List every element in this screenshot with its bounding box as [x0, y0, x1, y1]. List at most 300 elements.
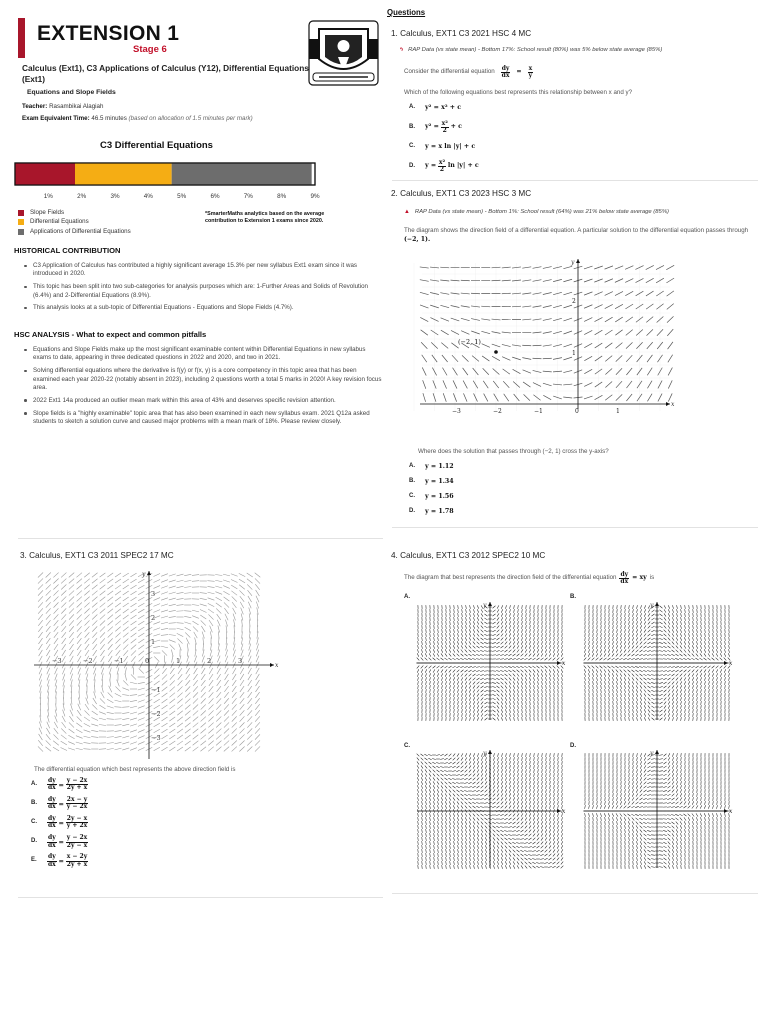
slope-segment [625, 304, 633, 309]
slope-segment [92, 638, 97, 644]
slope-segment [153, 628, 160, 630]
warning-icon: ▲ [404, 209, 410, 215]
slope-segment [169, 586, 176, 588]
q4-option-a-label[interactable]: A. [404, 594, 410, 600]
slope-segment [76, 742, 83, 744]
slope-segment [242, 619, 243, 626]
slope-segment [553, 384, 562, 385]
slope-segment [38, 602, 43, 607]
slope-segment [161, 646, 168, 648]
slope-segment [256, 674, 260, 680]
q3-option-d[interactable]: D. $\frac{dy}{dx}$ = $\frac{y - 2x}{2y - x}$ [31, 834, 88, 849]
q4-panel-b-field[interactable] [582, 600, 732, 722]
slope-segment [440, 305, 449, 307]
tick-label: 1 [572, 350, 576, 357]
slope-segment [54, 644, 58, 650]
q1-option-b[interactable]: B. y² = $\frac{\text{x²}}{2}$ + c [409, 119, 462, 134]
slope-segment [233, 644, 235, 651]
slope-segment [176, 586, 183, 588]
slope-segment [100, 626, 105, 631]
slope-segment [584, 396, 593, 399]
questions-label: Questions [387, 8, 426, 17]
slope-segment [233, 650, 235, 657]
slope-segment [108, 644, 113, 649]
slope-segment [131, 621, 137, 625]
slope-segment [130, 700, 137, 701]
slope-segment [107, 573, 113, 577]
slope-segment [483, 381, 488, 388]
slope-segment [224, 704, 229, 709]
slope-segment [130, 597, 136, 601]
slope-segment [239, 573, 245, 576]
slope-segment [169, 717, 175, 721]
q4-panel-d-field[interactable] [582, 748, 732, 870]
slope-segment [646, 317, 653, 323]
slope-segment [207, 586, 214, 587]
q2-options [409, 461, 454, 521]
slope-segment [61, 608, 66, 613]
x-axis-letter: x [562, 808, 566, 815]
slope-segment [172, 655, 173, 662]
slope-segment [131, 633, 137, 637]
slope-segment [647, 368, 652, 376]
slope-segment [225, 656, 228, 663]
slope-segment [107, 591, 113, 595]
slope-segment [170, 644, 175, 649]
slope-segment [47, 722, 50, 729]
slope-segment [123, 591, 129, 595]
list-item: Equations and Slope Fields make up the most significant examinable content within Differential Equations in new syllabus exams to date, appearing in three dedicated questions in 2022 and 2020, and two in 2021. [20, 346, 385, 363]
slope-segment [122, 742, 129, 744]
tick-label: −1 [114, 657, 124, 665]
slope-segment [255, 728, 260, 733]
legend-label: Differential Equations [30, 218, 89, 226]
slope-segment [248, 668, 251, 674]
slope-segment [239, 728, 244, 733]
slope-segment [138, 639, 144, 643]
slope-segment [161, 592, 168, 594]
slope-segment [100, 632, 105, 637]
slope-segment [39, 650, 43, 656]
q1-stem: Consider the differential equation $\frac{dy}{dx}$ = $\frac{x}{y}$ [404, 65, 533, 80]
slope-segment [138, 597, 144, 601]
q1-stem-text: Consider the differential equation [404, 68, 495, 76]
slope-segment [422, 367, 426, 375]
slope-segment [216, 710, 221, 715]
slope-segment [563, 357, 572, 360]
slope-segment [185, 729, 191, 733]
list-item: Slope fields is a "highly examinable" topic area that has also been examined in each new syllabus exam. 2021 Q12a asked students to sketch a solution curve and caused major problems with a mean mark of 18%. Please review closely. [20, 410, 385, 427]
slope-segment [209, 620, 213, 626]
slope-segment [192, 604, 199, 605]
slope-segment [92, 597, 97, 602]
q4-stem: The diagram that best represents the direction field of the differential equation $\frac{dy}{dx}$ = xy is [404, 571, 655, 586]
slope-segment [210, 650, 212, 657]
slope-segment [69, 626, 74, 631]
q3-option-c[interactable]: C. $\frac{dy}{dx}$ = $\frac{2y - x}{y + 2x}$ [31, 815, 88, 830]
slope-segment [185, 680, 190, 685]
legend-swatch [18, 219, 24, 225]
slope-segment [162, 687, 168, 691]
slope-segment [215, 586, 222, 588]
slope-segment [584, 318, 592, 322]
slope-segment [122, 736, 129, 738]
slope-segment [61, 573, 66, 578]
slope-segment [208, 603, 214, 606]
slope-segment [193, 674, 197, 680]
slope-segment [193, 741, 199, 745]
slope-segment [208, 747, 214, 752]
divider [18, 538, 383, 539]
slope-segment [239, 734, 244, 739]
q4-panel-a-field[interactable] [415, 600, 565, 722]
q1-options [409, 102, 479, 180]
slope-segment [256, 596, 259, 603]
q4-option-d-label[interactable]: D. [570, 743, 576, 749]
slope-segment [231, 574, 238, 576]
q4-title: 4. Calculus, EXT1 C3 2012 SPEC2 10 MC [391, 551, 546, 560]
slope-segment [461, 331, 469, 335]
slope-segment [61, 579, 66, 584]
slope-segment [92, 711, 98, 715]
slope-segment [131, 674, 136, 679]
slope-segment [232, 747, 237, 752]
slope-segment [162, 693, 168, 697]
slope-segment [83, 742, 90, 743]
slope-segment [200, 604, 207, 606]
exam-time-value: 46.5 minutes [91, 115, 127, 122]
slope-segment [161, 616, 168, 618]
slope-segment [169, 741, 175, 745]
slope-segment [154, 681, 160, 685]
slope-segment [430, 267, 439, 268]
slope-segment [605, 304, 613, 308]
slope-segment [185, 717, 191, 722]
q1-title: 1. Calculus, EXT1 C3 2021 HSC 4 MC [391, 29, 532, 38]
slope-segment [647, 394, 652, 402]
slope-segment [62, 722, 66, 728]
slope-segment [185, 735, 191, 739]
q2-stem: The diagram shows the direction field of a differential equation. A particular solution to the differential equation passes through (−2, 1). [404, 227, 749, 243]
slope-segment [115, 627, 120, 632]
slope-segment [481, 319, 490, 320]
q3-option-b[interactable]: B. $\frac{dy}{dx}$ = $\frac{2x - y}{y - 2x}$ [31, 796, 88, 811]
slope-segment [130, 682, 137, 684]
slope-segment [138, 706, 145, 709]
q1-rap [400, 47, 662, 55]
slope-segment [54, 620, 59, 626]
q3-stem: The differential equation which best represents the above direction field is [34, 766, 236, 773]
slope-segment [605, 330, 613, 335]
slope-segment [54, 632, 58, 638]
slope-segment [185, 632, 190, 637]
slope-segment [177, 747, 183, 751]
slope-segment [130, 591, 136, 595]
q1-option-a[interactable]: A. y² = x² + c [409, 103, 462, 111]
slope-segment [154, 723, 160, 727]
slope-segment [55, 716, 58, 723]
slope-segment [84, 717, 90, 721]
slope-segment [177, 580, 184, 582]
slope-segment [154, 705, 160, 709]
slope-segment [61, 602, 66, 607]
slope-segment [77, 579, 82, 584]
slope-segment [63, 710, 65, 717]
slope-segment [77, 614, 82, 619]
slope-segment [248, 680, 252, 686]
slope-segment [115, 573, 121, 577]
slope-segment [62, 632, 66, 638]
q2-option-a[interactable]: A. y = 1.12 [409, 462, 454, 470]
slope-segment [76, 729, 82, 732]
slope-segment [533, 358, 542, 359]
slope-segment [162, 705, 168, 709]
slope-segment [193, 686, 198, 691]
point-label: (−2, 1) [458, 338, 481, 346]
slope-segment [248, 590, 252, 596]
historical-list [20, 262, 385, 317]
slope-segment [563, 279, 572, 281]
exam-time-note: (based on allocation of 1.5 minutes per mark) [128, 115, 253, 122]
slope-segment [176, 598, 183, 599]
slope-segment [543, 280, 552, 282]
slope-segment [543, 267, 552, 269]
slope-segment [184, 586, 191, 587]
slope-segment [192, 621, 198, 625]
slope-segment [91, 724, 98, 726]
slope-segment [92, 615, 97, 620]
slope-segment [153, 622, 160, 625]
tick-label: 8% [277, 193, 287, 200]
slope-segment [563, 384, 572, 385]
slope-segment [232, 728, 237, 733]
slope-segment [61, 585, 66, 590]
tick-label: 5% [177, 193, 187, 200]
q4-panel-c-field[interactable] [415, 748, 565, 870]
slope-segment [232, 674, 236, 680]
slope-segment [123, 680, 128, 685]
slope-segment [138, 742, 145, 745]
x-axis-letter: x [729, 660, 733, 667]
slope-segment [209, 704, 214, 709]
slope-segment [626, 355, 632, 362]
slope-segment [84, 609, 89, 614]
slope-segment [667, 291, 674, 296]
slope-segment [69, 620, 74, 625]
page-title: EXTENSION 1 [37, 22, 180, 45]
slope-segment [62, 650, 66, 656]
slope-segment [232, 596, 237, 601]
slope-segment [216, 716, 221, 721]
slope-segment [138, 621, 144, 625]
slope-segment [123, 615, 129, 619]
slope-segment [85, 650, 89, 656]
tick-label: 0 [575, 408, 579, 415]
slope-segment [232, 692, 236, 698]
q1-question: Which of the following equations best represents this relationship between x and y? [404, 89, 633, 96]
slope-segment [185, 699, 190, 704]
legend-label: Applications of Differential Equations [30, 227, 131, 235]
slope-segment [100, 698, 105, 703]
slope-segment [256, 644, 258, 651]
slope-segment [239, 579, 245, 583]
slope-segment [225, 614, 228, 620]
q3-option-e[interactable]: E. $\frac{dy}{dx}$ = $\frac{x - 2y}{2y + x}$ [31, 853, 88, 868]
slope-segment [247, 722, 252, 727]
slope-segment [70, 668, 73, 675]
slope-segment [257, 613, 258, 620]
q2-option-d[interactable]: D. y = 1.78 [409, 507, 454, 515]
slope-segment [240, 686, 244, 692]
slope-segment [231, 591, 237, 595]
slope-segment [138, 724, 145, 727]
historical-heading: HISTORICAL CONTRIBUTION [14, 246, 121, 255]
slope-segment [70, 650, 74, 656]
slope-segment [154, 747, 160, 750]
y-arrow [576, 259, 580, 263]
slope-segment [55, 674, 57, 681]
slope-segment [563, 397, 572, 398]
tick-label: 1 [176, 657, 181, 665]
slope-segment [38, 626, 42, 632]
slope-segment [93, 644, 97, 650]
slope-segment [184, 574, 191, 575]
slope-segment [177, 686, 182, 691]
slope-segment [626, 381, 632, 388]
slope-segment [114, 707, 121, 708]
q4-option-c-label[interactable]: C. [404, 743, 410, 749]
slope-segment [224, 686, 228, 692]
slope-segment [225, 668, 229, 674]
slope-segment [100, 621, 105, 626]
slope-segment [240, 596, 244, 602]
slope-segment [123, 650, 128, 655]
slope-segment [54, 722, 58, 728]
slope-segment [153, 646, 160, 647]
q3-option-a[interactable]: A. $\frac{dy}{dx}$ = $\frac{y - 2x}{2y + x}$ [31, 777, 88, 792]
slope-segment [442, 368, 447, 376]
slope-segment [239, 585, 245, 589]
slope-segment [108, 627, 113, 632]
legend-item [18, 218, 131, 226]
slope-segment [185, 627, 191, 631]
slope-segment [68, 742, 75, 745]
slope-segment [138, 688, 145, 690]
slope-segment [202, 656, 205, 663]
slope-segment [161, 628, 168, 629]
slope-segment [54, 638, 58, 644]
slope-segment [100, 615, 105, 620]
slope-segment [123, 579, 129, 583]
slope-segment [138, 609, 144, 613]
list-item: 2022 Ext1 14a produced an outlier mean mark within this area of 43% and deserves specific revision attention. [20, 397, 385, 405]
q2-option-c[interactable]: C. y = 1.56 [409, 492, 454, 500]
slope-segment [61, 741, 67, 745]
slope-segment [208, 614, 213, 619]
slope-segment [247, 579, 253, 583]
slope-segment [240, 692, 244, 698]
list-item: C3 Application of Calculus has contributed a highly significant average 15.3% per new syllabus Ext1 exam since it was introduced in 2020. [20, 262, 385, 279]
slope-segment [184, 616, 191, 617]
slope-segment [130, 609, 136, 613]
slope-segment [130, 724, 137, 726]
slope-segment [255, 734, 260, 739]
slope-segment [423, 380, 426, 388]
slope-segment [247, 746, 252, 751]
slope-segment [123, 633, 128, 638]
q4-option-b-label[interactable]: B. [570, 594, 576, 600]
slope-segment [39, 644, 43, 650]
slope-segment [584, 305, 592, 309]
slope-segment [69, 729, 75, 733]
slope-segment [38, 608, 43, 613]
slope-segment [115, 579, 121, 583]
slope-segment [100, 650, 104, 656]
slope-segment [209, 692, 214, 697]
slope-segment [123, 621, 129, 625]
slope-segment [208, 710, 213, 715]
slope-segment [186, 668, 190, 674]
slope-segment [122, 688, 129, 691]
slope-segment [92, 573, 98, 577]
slope-segment [169, 640, 176, 643]
q2-direction-field [412, 255, 680, 417]
slope-segment [217, 656, 220, 663]
slope-segment [216, 603, 222, 607]
q1-derivative: $\frac{dy}{dx}$ [501, 65, 510, 80]
slope-segment [201, 729, 206, 734]
slope-segment [138, 748, 145, 751]
slope-segment [169, 592, 176, 594]
slope-segment [224, 698, 229, 703]
slope-segment [39, 680, 41, 687]
slope-segment [169, 735, 175, 739]
slope-segment [605, 292, 613, 296]
slope-segment [584, 369, 592, 373]
q1-option-d[interactable]: D. y = $\frac{\text{x²}}{2}$ ln |y| + c [409, 158, 479, 173]
slope-segment [77, 644, 81, 650]
slope-segment [107, 603, 113, 607]
slope-segment [115, 638, 120, 643]
slope-segment [99, 724, 106, 725]
slope-segment [153, 574, 160, 577]
slope-segment [502, 357, 510, 361]
q3-direction-field [30, 567, 280, 760]
teacher-line [22, 103, 103, 111]
slope-segment [443, 393, 446, 401]
slope-segment [92, 603, 97, 608]
slope-segment [201, 668, 205, 674]
slope-segment [161, 574, 168, 577]
slope-segment [224, 692, 228, 698]
q2-option-b[interactable]: B. y = 1.34 [409, 477, 454, 485]
slope-segment [543, 395, 551, 399]
slope-segment [647, 381, 652, 389]
slope-segment [92, 620, 97, 625]
slope-segment [502, 267, 511, 268]
slope-segment [240, 704, 245, 710]
slope-segment [176, 592, 183, 593]
slope-segment [223, 586, 230, 589]
slope-segment [666, 265, 674, 269]
slope-segment [184, 580, 191, 581]
slope-segment [177, 628, 184, 630]
q1-option-c[interactable]: C. y = x ln |y| + c [409, 142, 476, 150]
slope-segment [484, 394, 488, 402]
slope-segment [216, 704, 221, 709]
slope-segment [130, 742, 137, 745]
slope-segment [114, 725, 121, 726]
